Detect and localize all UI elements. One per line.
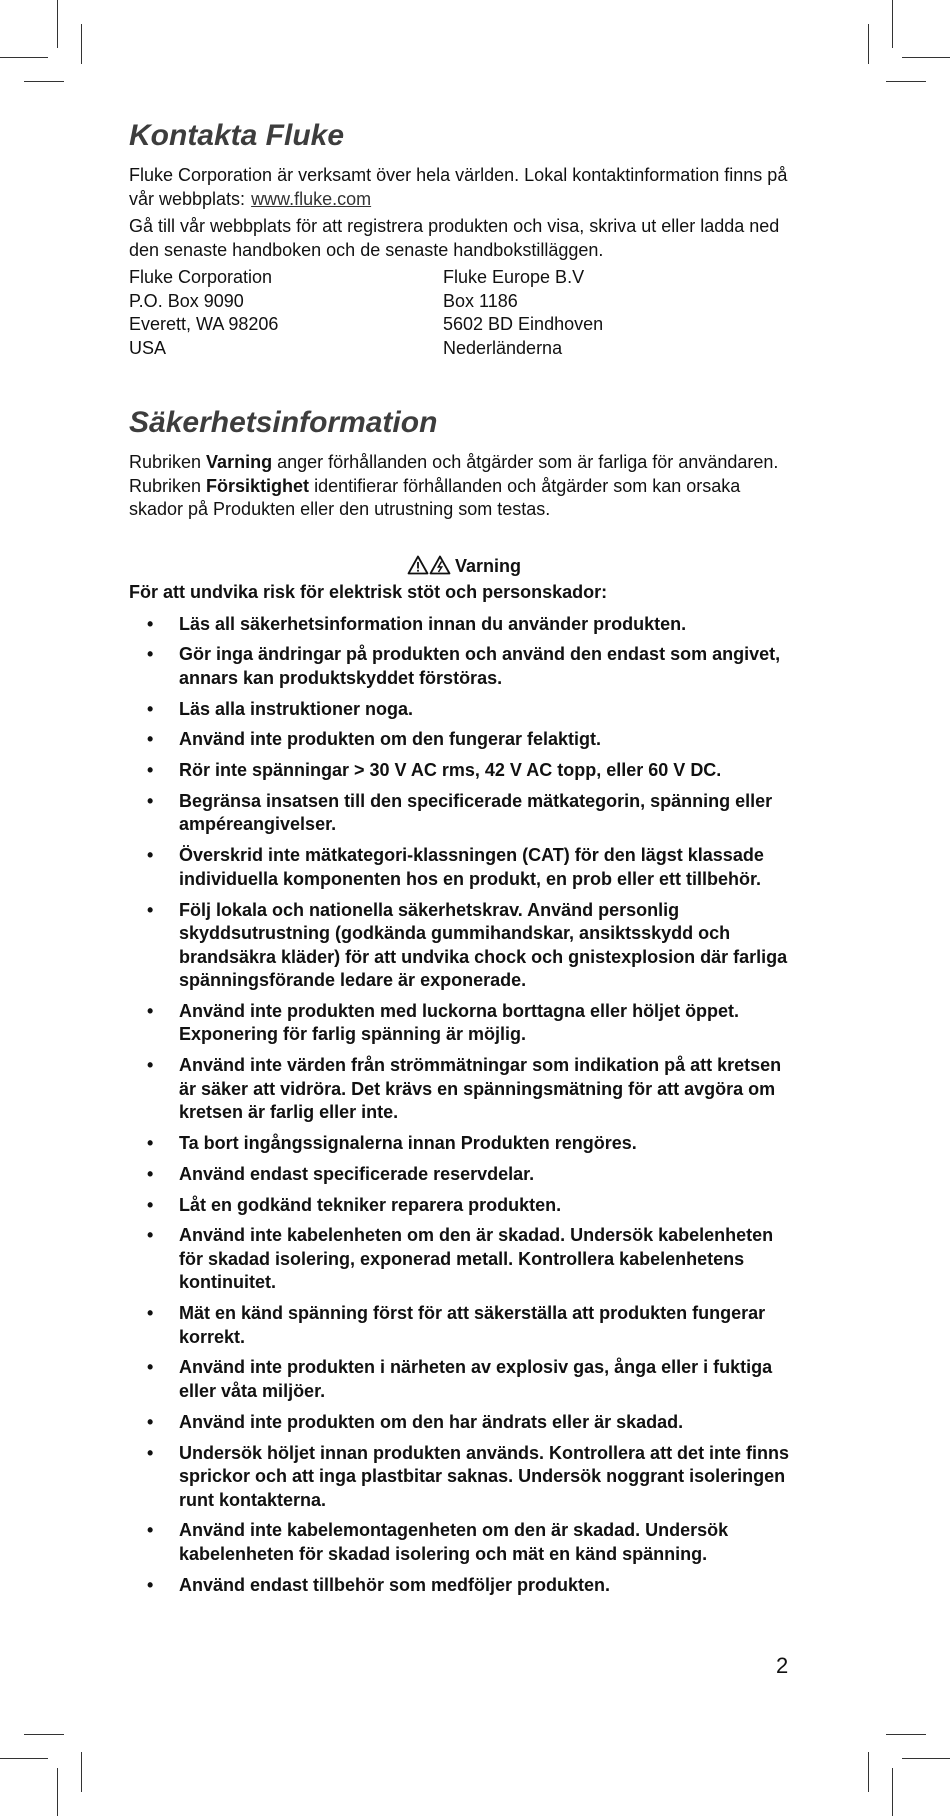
crop-mark (868, 24, 869, 64)
warning-item (129, 1519, 799, 1566)
address-line: USA (129, 337, 167, 358)
address-block (129, 266, 799, 360)
warning-item-text: Använd inte kabelenheten om den är skadad. Undersök kabelenheten för skadad isolering, exponerad metall. Kontrollera kabelenhetens kontinuitet. (179, 1225, 774, 1293)
warning-item-text: Rör inte spänningar > 30 V AC rms, 42 V AC topp, eller 60 V DC. (179, 760, 722, 781)
address-usa (129, 266, 443, 360)
registration-paragraph: Gå till vår webbplats för att registrera produkten och visa, skriva ut eller ladda ned den senaste handboken och de senaste handbokstilläggen. (129, 216, 780, 260)
address-line: 5602 BD Eindhoven (443, 314, 604, 334)
warning-item-text: Låt en godkänd tekniker reparera produkten. (179, 1194, 562, 1215)
intro-text: Rubriken (129, 452, 207, 472)
crop-mark (0, 1758, 48, 1759)
warning-item (129, 728, 799, 752)
warning-item (129, 1302, 799, 1349)
bullet: • (147, 613, 154, 634)
website-link[interactable]: www.fluke.com (251, 188, 372, 209)
address-line: Nederländerna (443, 337, 563, 358)
warning-item (129, 643, 799, 690)
crop-mark (81, 24, 82, 64)
safety-intro (129, 451, 799, 522)
address-line: Box 1186 (443, 290, 518, 311)
intro-text: identifierar förhållanden och åtgärder som kan orsaka skador på Produkten eller den utrustning som testas. (129, 475, 741, 519)
warning-item (129, 899, 799, 993)
crop-mark (886, 81, 926, 82)
address-line: P.O. Box 9090 (129, 290, 244, 311)
warning-item (129, 1132, 799, 1156)
warning-item (129, 790, 799, 837)
crop-mark (902, 1758, 950, 1759)
bullet: • (147, 644, 154, 665)
warning-item (129, 844, 799, 891)
warning-item-text: Överskrid inte mätkategori-klassningen (CAT) för den lägst klassade individuella komponenten hos en produkt, en prob eller ett tillbehör. (179, 845, 764, 889)
page-content (129, 116, 799, 1604)
crop-mark (868, 1752, 869, 1792)
crop-mark (81, 1752, 82, 1792)
warning-item (129, 1411, 799, 1435)
bullet: • (147, 1303, 154, 1324)
warning-item (129, 1224, 799, 1295)
warning-item-text: Läs all säkerhetsinformation innan du använder produkten. (179, 613, 687, 634)
crop-mark (892, 1768, 893, 1816)
warning-item-text: Använd endast specificerade reservdelar. (179, 1163, 535, 1184)
page-number: 2 (776, 1653, 789, 1678)
warning-item-text: Använd inte produkten i närheten av explosiv gas, ånga eller i fuktiga eller våta miljöer. (179, 1357, 773, 1401)
warning-item-text: Använd inte kabelemontagenheten om den är skadad. Undersök kabelenheten för skadad isolering och mät en känd spänning. (179, 1520, 729, 1564)
contact-title: Kontakta Fluke (129, 119, 345, 152)
warning-item-text: Begränsa insatsen till den specificerade mätkategorin, spänning eller ampéreangivelser. (179, 790, 773, 835)
bullet: • (147, 1574, 154, 1595)
bullet: • (147, 1194, 154, 1215)
bullet: • (147, 1163, 154, 1184)
bullet: • (147, 1225, 154, 1246)
bullet: • (147, 845, 154, 866)
bullet: • (147, 1055, 154, 1076)
bullet: • (147, 760, 154, 781)
warning-item-text: Ta bort ingångssignalerna innan Produkten rengöres. (179, 1132, 637, 1153)
warning-item (129, 1574, 799, 1598)
warning-item-text: Mät en känd spänning först för att säkerställa att produkten fungerar korrekt. (179, 1303, 766, 1347)
warning-item-text: Gör inga ändringar på produkten och använd den endast som angivet, annars kan produktskyddet förstöras. (179, 644, 781, 688)
warning-item (129, 1194, 799, 1218)
bullet: • (147, 1442, 154, 1463)
crop-mark (24, 1734, 64, 1735)
warning-item (129, 759, 799, 783)
warning-item-text: Använd inte värden från strömmätningar som indikation på att kretsen är säker att vidröra. Det krävs en spänningsmätning för att avgöra om kretsen är farlig eller inte. (179, 1055, 782, 1123)
warning-item (129, 698, 799, 722)
bullet: • (147, 1132, 154, 1153)
crop-mark (57, 1768, 58, 1816)
warning-item (129, 613, 799, 637)
warning-item (129, 1356, 799, 1403)
address-line: Fluke Europe B.V (443, 267, 585, 287)
warning-heading (129, 555, 799, 582)
intro-term-warning: Varning (206, 452, 273, 472)
bullet: • (147, 698, 154, 719)
safety-title: Säkerhetsinformation (129, 406, 438, 439)
crop-mark (0, 57, 48, 58)
bullet: • (147, 729, 154, 750)
warning-item-text: Använd inte produkten om den har ändrats eller är skadad. (179, 1411, 684, 1432)
crop-mark (902, 57, 950, 58)
crop-mark (886, 1734, 926, 1735)
crop-mark (892, 0, 893, 48)
crop-mark (24, 81, 64, 82)
warning-item-text: Följ lokala och nationella säkerhetskrav. Använd personlig skyddsutrustning (godkända gummihandskar, ansiktsskydd och brandsäkra kläder) för att undvika chock och gnistexplosion där farliga spänningsförande ledare är exponerade. (179, 899, 788, 991)
warning-item-text: Använd endast tillbehör som medföljer produkten. (179, 1574, 611, 1595)
warning-item (129, 1054, 799, 1125)
warning-item-text: Läs alla instruktioner noga. (179, 698, 414, 719)
warning-intro: För att undvika risk för elektrisk stöt och personskador: (129, 582, 608, 602)
warning-label: Varning (454, 555, 521, 576)
address-line: Fluke Corporation (129, 267, 273, 287)
intro-term-caution: Försiktighet (206, 475, 310, 496)
warning-item (129, 1163, 799, 1187)
warning-item-text: Undersök höljet innan produkten används. Kontrollera att det inte finns sprickor och att inga plastbitar saknas. Undersök noggrant isoleringen runt kontakterna. (179, 1442, 790, 1510)
address-line: Everett, WA 98206 (129, 314, 279, 334)
warning-item-text: Använd inte produkten om den fungerar felaktigt. (179, 729, 602, 750)
bullet: • (147, 1520, 154, 1541)
contact-paragraph-text: Fluke Corporation är verksamt över hela världen. Lokal kontaktinformation finns på vår webbplats: (129, 165, 788, 209)
warning-icons (407, 555, 451, 582)
crop-mark (57, 0, 58, 48)
bullet: • (147, 1000, 154, 1021)
bullet: • (147, 1357, 154, 1378)
warning-item (129, 1000, 799, 1047)
warning-list (129, 613, 799, 1598)
intro-text: anger förhållanden och åtgärder som är farliga för användaren. Rubriken (129, 452, 779, 496)
bullet: • (147, 899, 154, 920)
warning-item (129, 1442, 799, 1513)
address-europe (443, 266, 757, 360)
warning-item-text: Använd inte produkten med luckorna borttagna eller höljet öppet. Exponering för farlig spänning är möjlig. (179, 1000, 740, 1045)
contact-paragraph (129, 164, 799, 211)
bullet: • (147, 1411, 154, 1432)
warning-triangle-icon (407, 555, 451, 575)
bullet: • (147, 790, 154, 811)
